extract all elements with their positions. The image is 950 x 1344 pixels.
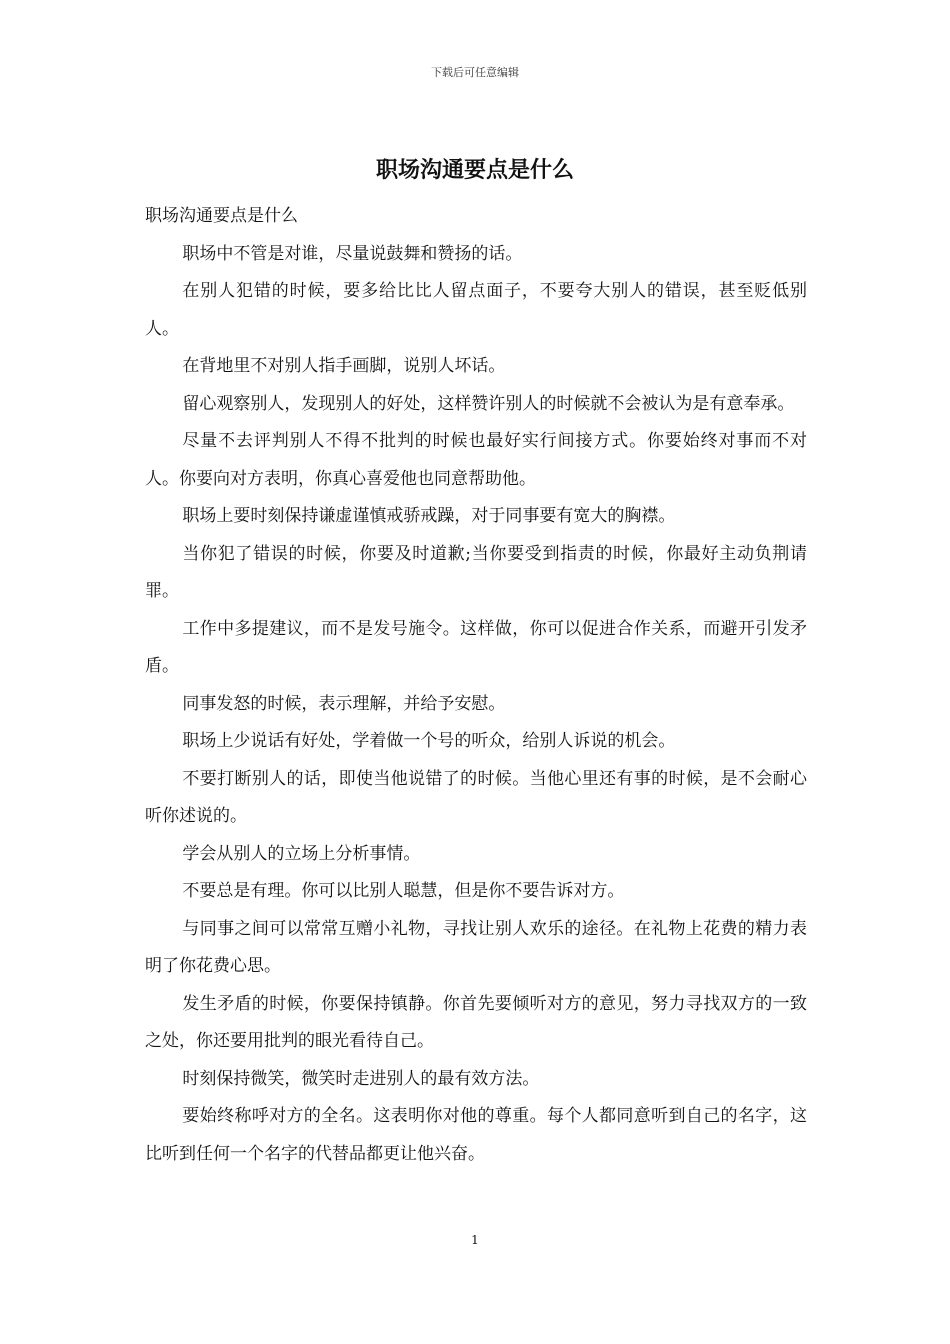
paragraph: 学会从别人的立场上分析事情。 [182, 843, 421, 864]
paragraph: 职场上少说话有好处，学着做一个号的听众，给别人诉说的机会。 [182, 731, 676, 751]
paragraph: 在背地里不对别人指手画脚，说别人坏话。 [182, 356, 506, 376]
paragraph: 与同事之间可以常常互赠小礼物，寻找让别人欢乐的途径。在礼物上花费的精力表明了你花费心思。 [145, 918, 807, 976]
paragraph: 尽量不去评判别人不得不批判的时候也最好实行间接方式。你要始终对事而不对人。你要向对方表明，你真心喜爱他也同意帮助他。 [145, 431, 807, 489]
paragraph: 当你犯了错误的时候，你要及时道歉;当你要受到指责的时候，你最好主动负荆请罪。 [145, 543, 807, 601]
paragraph: 不要打断别人的话，即使当他说错了的时候。当他心里还有事的时候，是不会耐心听你述说的。 [145, 768, 807, 826]
paragraph: 要始终称呼对方的全名。这表明你对他的尊重。每个人都同意听到自己的名字，这比听到任何一个名字的代替品都更让他兴奋。 [145, 1106, 807, 1164]
paragraph: 在别人犯错的时候，要多给比比人留点面子，不要夸大别人的错误，甚至贬低别人。 [145, 281, 807, 339]
document-subtitle: 职场沟通要点是什么 [145, 206, 298, 226]
paragraph: 时刻保持微笑，微笑时走进别人的最有效方法。 [182, 1068, 540, 1089]
paragraph: 职场上要时刻保持谦虚谨慎戒骄戒躁，对于同事要有宽大的胸襟。 [182, 506, 676, 526]
page-number: 1 [471, 1233, 479, 1247]
paragraph: 同事发怒的时候，表示理解，并给予安慰。 [182, 693, 506, 714]
paragraph: 职场中不管是对谁，尽量说鼓舞和赞扬的话。 [182, 243, 523, 264]
page-header-note: 下载后可任意编辑 [431, 66, 519, 79]
document-title: 职场沟通要点是什么 [375, 157, 574, 183]
paragraph: 留心观察别人，发现别人的好处，这样赞许别人的时候就不会被认为是有意奉承。 [182, 393, 795, 414]
document-body [145, 198, 807, 1173]
paragraph: 不要总是有理。你可以比别人聪慧，但是你不要告诉对方。 [182, 881, 625, 901]
paragraph: 工作中多提建议，而不是发号施令。这样做，你可以促进合作关系，而避开引发矛盾。 [145, 618, 807, 676]
paragraph: 发生矛盾的时候，你要保持镇静。你首先要倾听对方的意见，努力寻找双方的一致之处，你还要用批判的眼光看待自己。 [145, 993, 807, 1051]
